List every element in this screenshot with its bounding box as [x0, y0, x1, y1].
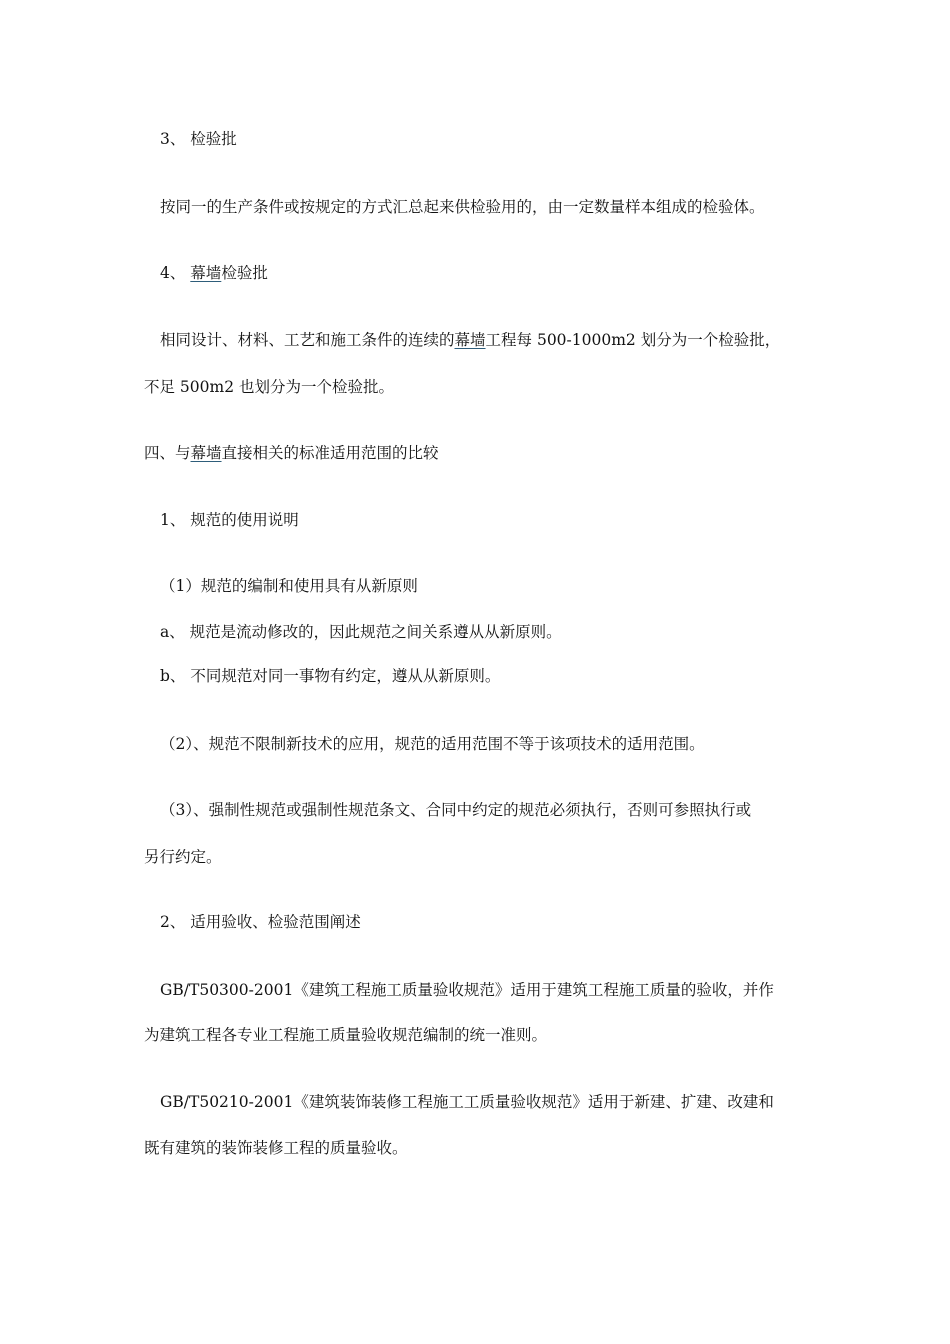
section-4-heading-prefix: 4、 — [160, 264, 191, 282]
section-4-body-line1 — [0, 329, 950, 351]
part-4-item-1-3-line1: （3）、强制性规范或强制性规范条文、合同中约定的规范必须执行，否则可参照执行或 — [160, 801, 752, 819]
gb50210-line2: 既有建筑的装饰装修工程的质量验收。 — [144, 1139, 408, 1157]
part-4-heading-suffix: 直接相关的标准适用范围的比较 — [221, 444, 439, 462]
part-4-item-2-heading: 2、 适用验收、检验范围阐述 — [160, 913, 361, 931]
part-4-heading-prefix: 四、与 — [144, 444, 191, 462]
section-4-heading — [0, 262, 950, 284]
section-4-body-prefix: 相同设计、材料、工艺和施工条件的连续的 — [160, 331, 455, 349]
section-3-heading: 3、 检验批 — [160, 130, 237, 148]
part-4-item-1-3-line2: 另行约定。 — [144, 848, 222, 866]
section-4-body-suffix: 工程每 500-1000m2 划分为一个检验批， — [485, 331, 781, 349]
gb50300-line1: GB/T50300-2001《建筑工程施工质量验收规范》适用于建筑工程施工质量的验收，并作 — [160, 981, 774, 999]
curtain-wall-link[interactable]: 幕墙 — [190, 264, 222, 282]
part-4-item-1-2: （2）、规范不限制新技术的应用，规范的适用范围不等于该项技术的适用范围。 — [160, 735, 705, 753]
section-3-body: 按同一的生产条件或按规定的方式汇总起来供检验用的，由一定数量样本组成的检验体。 — [160, 198, 765, 216]
section-4-body-line2: 不足 500m2 也划分为一个检验批。 — [144, 378, 394, 396]
curtain-wall-link[interactable]: 幕墙 — [454, 331, 486, 349]
gb50300-line2: 为建筑工程各专业工程施工质量验收规范编制的统一准则。 — [144, 1026, 548, 1044]
part-4-item-1-heading: 1、 规范的使用说明 — [160, 511, 299, 529]
part-4-item-1-1-a: a、 规范是流动修改的，因此规范之间关系遵从从新原则。 — [160, 623, 562, 641]
part-4-item-1-1: （1）规范的编制和使用具有从新原则 — [160, 577, 418, 595]
curtain-wall-link[interactable]: 幕墙 — [190, 444, 222, 462]
section-4-heading-suffix: 检验批 — [221, 264, 268, 282]
part-4-item-1-1-b: b、 不同规范对同一事物有约定，遵从从新原则。 — [160, 667, 501, 685]
gb50210-line1: GB/T50210-2001《建筑装饰装修工程施工工质量验收规范》适用于新建、扩建、改建和 — [160, 1093, 774, 1111]
part-4-heading — [0, 442, 950, 464]
